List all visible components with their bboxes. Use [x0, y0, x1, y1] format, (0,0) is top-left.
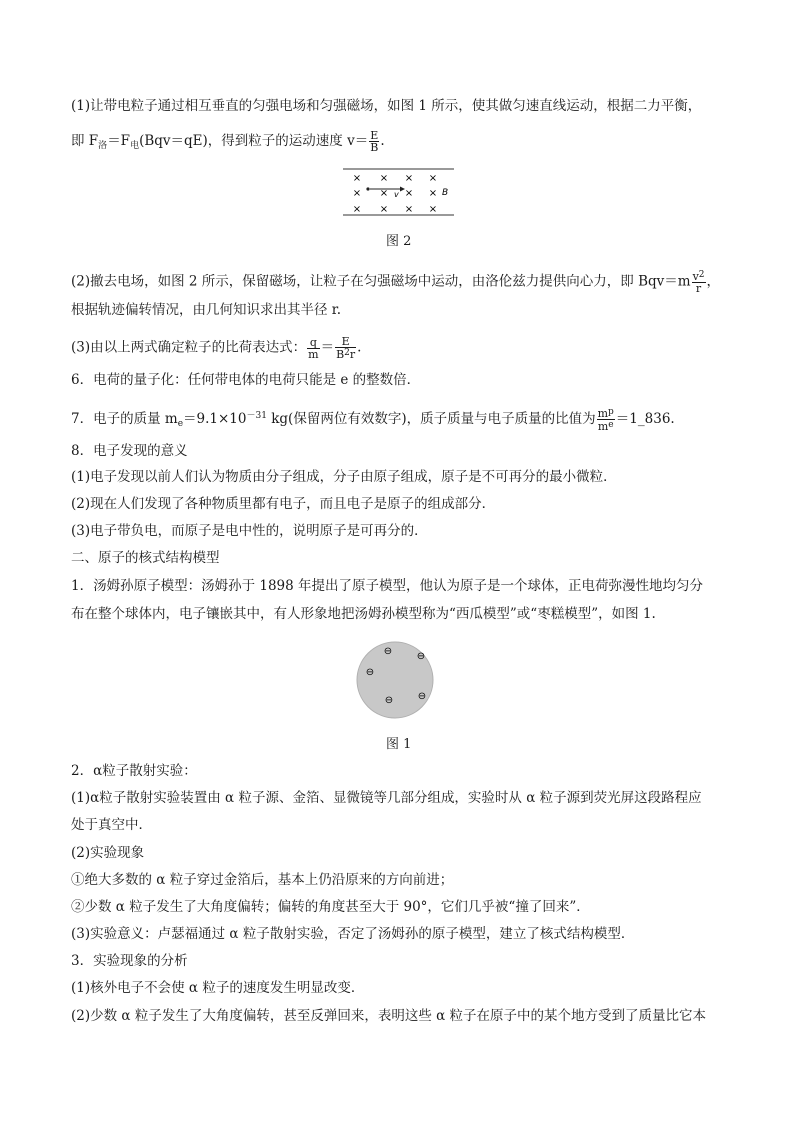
fraction-denominator: m: [308, 347, 319, 361]
fraction-e-over-b2r: [335, 336, 356, 360]
alpha-point-2-heading: (2)实验现象: [71, 845, 145, 861]
field-cross: ×: [428, 173, 438, 184]
figure-1-plum-pudding-model: [348, 637, 442, 723]
field-cross: ×: [428, 204, 438, 215]
figure-2-caption: 图 2: [386, 234, 412, 249]
text: ＝: [320, 339, 335, 356]
item-8-point-2: (2)现在人们发现了各种物质里都有电子，而且电子是原子的组成部分．: [71, 496, 496, 512]
particle-dot: [366, 187, 369, 190]
item-8-heading: 8．电子发现的意义: [71, 443, 188, 459]
paragraph-2-line-2: 根据轨迹偏转情况，由几何知识求出其半径 r.: [71, 302, 342, 318]
fraction-e-over-b: [369, 130, 379, 153]
superscript: －31: [246, 411, 267, 421]
text: m: [597, 407, 609, 420]
text: (3)由以上两式确定粒子的比荷表达式：: [71, 339, 307, 356]
alpha-heading: 2．α粒子散射实验：: [71, 763, 197, 779]
fraction-numerator: [597, 407, 615, 420]
electron-symbol: ⊖: [365, 667, 375, 678]
superscript: 2: [344, 348, 350, 358]
paragraph-3: [71, 336, 361, 360]
subscript: e: [177, 419, 184, 429]
text: r: [349, 348, 356, 361]
subscript: 电: [130, 141, 140, 151]
field-cross: ×: [352, 188, 362, 199]
text: ，: [706, 273, 721, 290]
text: ＝9.1×10: [183, 411, 247, 427]
analysis-point-1: (1)核外电子不会使 α 粒子的速度发生明显改变．: [71, 980, 365, 996]
field-cross: ×: [379, 173, 389, 184]
text: 即 F: [71, 133, 99, 149]
field-cross: ×: [404, 173, 414, 184]
thomson-model-line-2: 布在整个球体内，电子镶嵌其中，有人形象地把汤姆孙模型称为“西瓜模型”或“枣糕模型”，如图 1.: [71, 606, 656, 622]
analysis-heading: 3．实验现象的分析: [71, 953, 188, 969]
fraction-denominator: r: [695, 282, 702, 295]
field-label-b: B: [442, 188, 449, 198]
paragraph-2-line-1: [71, 270, 720, 294]
superscript: 2: [698, 270, 705, 280]
figure-1-caption: 图 1: [386, 737, 412, 752]
electron-symbol: ⊖: [417, 691, 427, 702]
figure-2-magnetic-field-diagram: [340, 164, 460, 220]
alpha-observation-2: ②少数 α 粒子发生了大角度偏转；偏转的角度甚至大于 90°，它们几乎被“撞了回来”．: [71, 899, 590, 915]
superscript: p: [608, 407, 614, 417]
text: kg(保留两位有效数字)，质子质量与电子质量的比值为: [266, 411, 596, 427]
fraction-numerator: E: [370, 129, 379, 142]
item-8-point-3: (3)电子带负电，而原子是电中性的，说明原子是可再分的．: [71, 523, 428, 539]
text: ＝F: [107, 133, 131, 149]
item-7: [71, 406, 675, 434]
thomson-model-line-1: 1．汤姆孙原子模型：汤姆孙于 1898 年提出了原子模型，他认为原子是一个球体，正电荷弥漫性地均匀分: [71, 578, 704, 594]
electron-symbol: ⊖: [416, 651, 426, 662]
field-cross: ×: [404, 204, 414, 215]
item-8-point-1: (1)电子发现以前人们认为物质由分子组成，分子由原子组成，原子是不可再分的最小微粒．: [71, 469, 617, 485]
fraction-denominator: [597, 420, 615, 432]
fraction-mp-over-me: [597, 407, 615, 432]
fraction-v2-over-r: [692, 270, 706, 294]
fraction-denominator: [335, 348, 356, 360]
alpha-point-1-line-2: 处于真空中．: [71, 817, 152, 833]
electron-symbol: ⊖: [384, 695, 394, 706]
velocity-label: v: [394, 190, 399, 199]
text: v: [692, 270, 699, 283]
fraction-numerator: E: [335, 336, 356, 348]
fraction-denominator: B: [370, 141, 379, 154]
field-cross: ×: [379, 188, 389, 199]
text: ＝1_836.: [615, 411, 675, 427]
field-cross: ×: [428, 188, 438, 199]
alpha-observation-1: ①绝大多数的 α 粒子穿过金箔后，基本上仍沿原来的方向前进；: [71, 872, 454, 888]
alpha-significance: (3)实验意义：卢瑟福通过 α 粒子散射实验，否定了汤姆孙的原子模型，建立了核式结构模型．: [71, 926, 635, 942]
text: 7．电子的质量 m: [71, 411, 178, 427]
field-cross: ×: [352, 173, 362, 184]
item-6: 6．电荷的量子化：任何带电体的电荷只能是 e 的整数倍．: [71, 372, 421, 388]
field-cross: ×: [352, 204, 362, 215]
electron-symbol: ⊖: [383, 646, 393, 657]
section-2-heading: 二、原子的核式结构模型: [71, 550, 220, 566]
text: (Bqv＝qE)，得到粒子的运动速度 v＝: [139, 133, 369, 149]
superscript: e: [608, 420, 614, 430]
text: (2)撤去电场，如图 2 所示，保留磁场，让粒子在匀强磁场中运动，由洛伦兹力提供向心力，即 Bqv＝m: [71, 273, 691, 290]
paragraph-1-line-2: [71, 130, 385, 156]
paragraph-1-line-1: (1)让带电粒子通过相互垂直的匀强电场和匀强磁场，如图 1 所示，使其做匀速直线运动，根据二力平衡，: [71, 98, 702, 114]
fraction-q-over-m: [307, 337, 319, 360]
text: .: [380, 133, 385, 149]
subscript: 洛: [98, 141, 108, 151]
alpha-point-1-line-1: (1)α粒子散射实验装置由 α 粒子源、金箔、显微镜等几部分组成，实验时从 α 粒子源到荧光屏这段路程应: [71, 790, 702, 806]
field-cross: ×: [404, 188, 414, 199]
field-cross: ×: [379, 204, 389, 215]
text: B: [336, 348, 345, 361]
text: m: [597, 420, 609, 433]
fraction-numerator: q: [307, 337, 319, 349]
analysis-point-2: (2)少数 α 粒子发生了大角度偏转，甚至反弹回来，表明这些 α 粒子在原子中的某个地方受到了质量比它本: [71, 1008, 707, 1024]
text: .: [357, 339, 362, 356]
